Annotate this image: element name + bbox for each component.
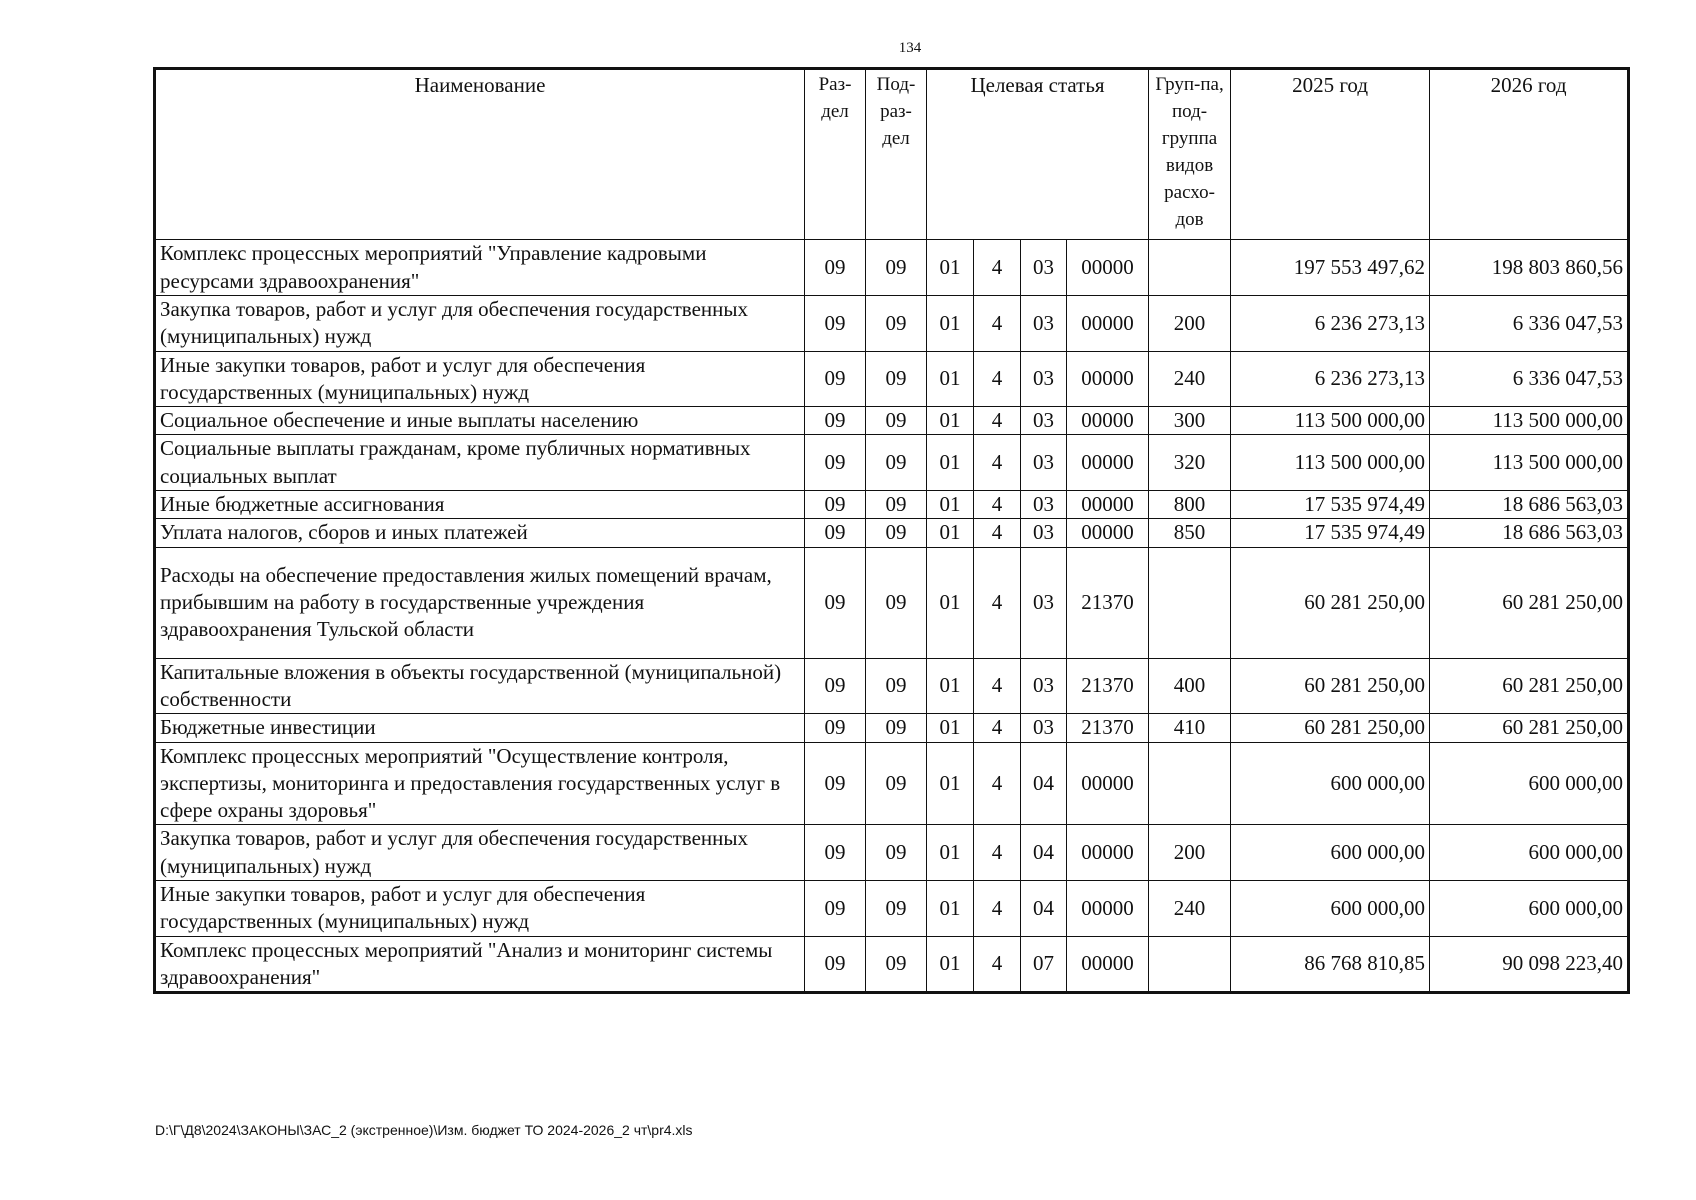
cell-t3: 04	[1021, 881, 1067, 937]
cell-group: 200	[1149, 296, 1231, 352]
cell-y2026: 60 281 250,00	[1430, 547, 1629, 658]
cell-y2026: 113 500 000,00	[1430, 407, 1629, 435]
cell-t1: 01	[927, 519, 974, 547]
cell-t3: 07	[1021, 936, 1067, 993]
cell-y2025: 6 236 273,13	[1231, 351, 1430, 407]
cell-t3: 03	[1021, 351, 1067, 407]
cell-y2026: 198 803 860,56	[1430, 240, 1629, 296]
cell-razdel: 09	[805, 407, 866, 435]
cell-group: 200	[1149, 825, 1231, 881]
table-row	[155, 547, 1629, 658]
cell-razdel: 09	[805, 240, 866, 296]
cell-t3: 03	[1021, 407, 1067, 435]
cell-podrazdel: 09	[866, 658, 927, 714]
file-path-footer: D:\Г\Д8\2024\ЗАКОНЫ\ЗАС_2 (экстренное)\Изм. бюджет ТО 2024-2026_2 чт\pr4.xls	[155, 1122, 693, 1138]
table-row	[155, 240, 1629, 296]
header-razdel: Раз-дел	[805, 69, 866, 240]
cell-t2: 4	[974, 881, 1021, 937]
cell-t1: 01	[927, 658, 974, 714]
cell-podrazdel: 09	[866, 240, 927, 296]
cell-name: Уплата налогов, сборов и иных платежей	[155, 519, 805, 547]
cell-y2026: 18 686 563,03	[1430, 491, 1629, 519]
cell-t2: 4	[974, 240, 1021, 296]
header-target-article: Целевая статья	[927, 69, 1149, 240]
cell-name: Бюджетные инвестиции	[155, 714, 805, 742]
cell-y2025: 60 281 250,00	[1231, 547, 1430, 658]
cell-razdel: 09	[805, 825, 866, 881]
cell-t2: 4	[974, 435, 1021, 491]
table-row	[155, 742, 1629, 825]
cell-t4: 00000	[1067, 351, 1149, 407]
header-row	[155, 69, 1629, 240]
cell-podrazdel: 09	[866, 936, 927, 993]
cell-group: 320	[1149, 435, 1231, 491]
header-year-2025: 2025 год	[1231, 69, 1430, 240]
cell-podrazdel: 09	[866, 825, 927, 881]
cell-t2: 4	[974, 658, 1021, 714]
table-row	[155, 351, 1629, 407]
cell-t4: 00000	[1067, 881, 1149, 937]
cell-name: Капитальные вложения в объекты государственной (муниципальной) собственности	[155, 658, 805, 714]
cell-y2026: 6 336 047,53	[1430, 296, 1629, 352]
cell-t2: 4	[974, 519, 1021, 547]
cell-y2025: 60 281 250,00	[1231, 658, 1430, 714]
cell-t1: 01	[927, 742, 974, 825]
cell-podrazdel: 09	[866, 714, 927, 742]
cell-razdel: 09	[805, 742, 866, 825]
cell-group: 400	[1149, 658, 1231, 714]
cell-y2025: 17 535 974,49	[1231, 491, 1430, 519]
cell-t2: 4	[974, 491, 1021, 519]
cell-razdel: 09	[805, 658, 866, 714]
cell-name: Закупка товаров, работ и услуг для обеспечения государственных (муниципальных) нужд	[155, 825, 805, 881]
cell-name: Иные бюджетные ассигнования	[155, 491, 805, 519]
cell-name: Социальные выплаты гражданам, кроме публичных нормативных социальных выплат	[155, 435, 805, 491]
cell-razdel: 09	[805, 936, 866, 993]
cell-razdel: 09	[805, 547, 866, 658]
cell-t2: 4	[974, 296, 1021, 352]
cell-y2026: 6 336 047,53	[1430, 351, 1629, 407]
cell-y2025: 6 236 273,13	[1231, 296, 1430, 352]
cell-t1: 01	[927, 240, 974, 296]
table-body	[155, 240, 1629, 993]
cell-t4: 00000	[1067, 296, 1149, 352]
cell-podrazdel: 09	[866, 547, 927, 658]
cell-t4: 21370	[1067, 714, 1149, 742]
cell-name: Комплекс процессных мероприятий "Осуществление контроля, экспертизы, мониторинга и предоставления государственных услуг в сфере охраны здоровья"	[155, 742, 805, 825]
cell-t3: 03	[1021, 547, 1067, 658]
cell-t1: 01	[927, 407, 974, 435]
cell-name: Расходы на обеспечение предоставления жилых помещений врачам, прибывшим на работу в государственные учреждения здравоохранения Тульской области	[155, 547, 805, 658]
cell-t4: 00000	[1067, 491, 1149, 519]
cell-t1: 01	[927, 491, 974, 519]
cell-y2025: 113 500 000,00	[1231, 435, 1430, 491]
cell-group: 800	[1149, 491, 1231, 519]
cell-y2026: 600 000,00	[1430, 881, 1629, 937]
budget-table	[153, 67, 1630, 994]
table-row	[155, 435, 1629, 491]
cell-razdel: 09	[805, 435, 866, 491]
cell-t4: 00000	[1067, 519, 1149, 547]
cell-name: Комплекс процессных мероприятий "Управление кадровыми ресурсами здравоохранения"	[155, 240, 805, 296]
cell-t1: 01	[927, 351, 974, 407]
cell-name: Комплекс процессных мероприятий "Анализ и мониторинг системы здравоохранения"	[155, 936, 805, 993]
cell-group: 240	[1149, 881, 1231, 937]
cell-y2026: 18 686 563,03	[1430, 519, 1629, 547]
cell-t4: 00000	[1067, 825, 1149, 881]
cell-t2: 4	[974, 351, 1021, 407]
cell-y2026: 90 098 223,40	[1430, 936, 1629, 993]
table-row	[155, 936, 1629, 993]
cell-razdel: 09	[805, 351, 866, 407]
cell-podrazdel: 09	[866, 351, 927, 407]
cell-t3: 03	[1021, 296, 1067, 352]
cell-y2025: 600 000,00	[1231, 825, 1430, 881]
cell-t1: 01	[927, 825, 974, 881]
cell-t4: 00000	[1067, 435, 1149, 491]
cell-name: Иные закупки товаров, работ и услуг для обеспечения государственных (муниципальных) нужд	[155, 881, 805, 937]
cell-razdel: 09	[805, 519, 866, 547]
cell-t3: 03	[1021, 435, 1067, 491]
table-row	[155, 658, 1629, 714]
header-expense-group: Груп-па, под-группа видов расхо-дов	[1149, 69, 1231, 240]
cell-t2: 4	[974, 714, 1021, 742]
table-row	[155, 296, 1629, 352]
cell-y2025: 60 281 250,00	[1231, 714, 1430, 742]
cell-podrazdel: 09	[866, 296, 927, 352]
table-row	[155, 825, 1629, 881]
cell-t1: 01	[927, 296, 974, 352]
cell-y2025: 600 000,00	[1231, 742, 1430, 825]
cell-t3: 03	[1021, 519, 1067, 547]
cell-t2: 4	[974, 936, 1021, 993]
cell-y2025: 17 535 974,49	[1231, 519, 1430, 547]
cell-razdel: 09	[805, 714, 866, 742]
cell-t2: 4	[974, 547, 1021, 658]
cell-y2025: 197 553 497,62	[1231, 240, 1430, 296]
cell-group: 410	[1149, 714, 1231, 742]
cell-t4: 00000	[1067, 936, 1149, 993]
cell-podrazdel: 09	[866, 435, 927, 491]
cell-group: 850	[1149, 519, 1231, 547]
cell-podrazdel: 09	[866, 407, 927, 435]
cell-t1: 01	[927, 714, 974, 742]
cell-t3: 04	[1021, 742, 1067, 825]
table-row	[155, 714, 1629, 742]
header-year-2026: 2026 год	[1430, 69, 1629, 240]
cell-y2025: 86 768 810,85	[1231, 936, 1430, 993]
table-row	[155, 519, 1629, 547]
table-row	[155, 881, 1629, 937]
cell-name: Иные закупки товаров, работ и услуг для обеспечения государственных (муниципальных) нужд	[155, 351, 805, 407]
cell-group	[1149, 936, 1231, 993]
cell-t1: 01	[927, 547, 974, 658]
header-name: Наименование	[155, 69, 805, 240]
table-row	[155, 407, 1629, 435]
cell-t1: 01	[927, 881, 974, 937]
cell-t2: 4	[974, 407, 1021, 435]
cell-y2026: 60 281 250,00	[1430, 658, 1629, 714]
cell-t3: 04	[1021, 825, 1067, 881]
cell-y2025: 600 000,00	[1231, 881, 1430, 937]
cell-t2: 4	[974, 742, 1021, 825]
cell-y2026: 600 000,00	[1430, 742, 1629, 825]
cell-podrazdel: 09	[866, 742, 927, 825]
cell-t3: 03	[1021, 714, 1067, 742]
cell-t1: 01	[927, 936, 974, 993]
cell-t4: 21370	[1067, 547, 1149, 658]
cell-t4: 00000	[1067, 742, 1149, 825]
cell-t2: 4	[974, 825, 1021, 881]
cell-t4: 00000	[1067, 407, 1149, 435]
cell-t4: 00000	[1067, 240, 1149, 296]
table-row	[155, 491, 1629, 519]
cell-t1: 01	[927, 435, 974, 491]
cell-y2025: 113 500 000,00	[1231, 407, 1430, 435]
cell-group	[1149, 547, 1231, 658]
cell-podrazdel: 09	[866, 519, 927, 547]
cell-razdel: 09	[805, 881, 866, 937]
header-podrazdel: Под-раз-дел	[866, 69, 927, 240]
cell-razdel: 09	[805, 491, 866, 519]
cell-podrazdel: 09	[866, 491, 927, 519]
cell-group	[1149, 240, 1231, 296]
cell-t4: 21370	[1067, 658, 1149, 714]
cell-name: Закупка товаров, работ и услуг для обеспечения государственных (муниципальных) нужд	[155, 296, 805, 352]
cell-razdel: 09	[805, 296, 866, 352]
cell-group: 300	[1149, 407, 1231, 435]
cell-name: Социальное обеспечение и иные выплаты населению	[155, 407, 805, 435]
cell-group	[1149, 742, 1231, 825]
page-number: 134	[898, 40, 922, 56]
cell-podrazdel: 09	[866, 881, 927, 937]
cell-t3: 03	[1021, 491, 1067, 519]
cell-y2026: 600 000,00	[1430, 825, 1629, 881]
cell-t3: 03	[1021, 658, 1067, 714]
cell-y2026: 60 281 250,00	[1430, 714, 1629, 742]
cell-t3: 03	[1021, 240, 1067, 296]
cell-group: 240	[1149, 351, 1231, 407]
cell-y2026: 113 500 000,00	[1430, 435, 1629, 491]
